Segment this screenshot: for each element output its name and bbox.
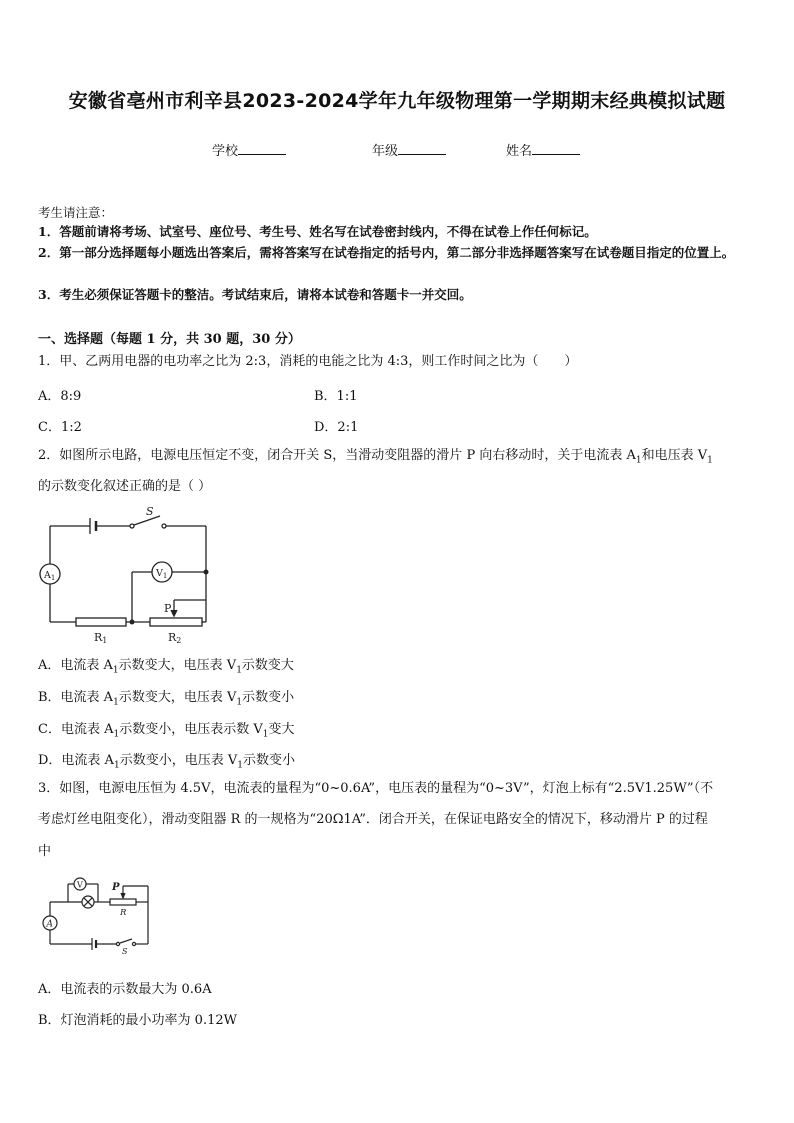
q2-stem-line2: 的示数变化叙述正确的是（ ） — [38, 479, 212, 494]
rheostat-r2 — [150, 618, 202, 626]
q3-circuit-diagram — [38, 872, 154, 954]
junction-dot — [130, 620, 135, 625]
school-field — [212, 140, 286, 159]
q3-option-a: A．电流表的示数最大为 0.6A — [38, 982, 212, 997]
switch-pivot — [130, 524, 134, 528]
q3-stem-line2: 考虑灯丝电阻变化），滑动变阻器 R 的一规格为“20Ω1A”．闭合开关，在保证电路安全的情况下，移动滑片 P 的过程 — [38, 812, 708, 827]
name-blank — [532, 142, 580, 155]
q3-stem-line1: 3．如图，电源电压恒为 4.5V，电流表的量程为“0~0.6A”，电压表的量程为“0~3V”，灯泡上标有“2.5V1.25W”（不 — [38, 781, 714, 796]
label-p: P — [164, 602, 172, 615]
q2-circuit-diagram — [34, 502, 216, 650]
label-v1: $V_1$ — [156, 568, 168, 580]
q1-stem: 1．甲、乙两用电器的电功率之比为 2:3，消耗的电能之比为 4:3，则工作时间之比为（ ） — [38, 354, 578, 369]
q2-stem-line1: 2．如图所示电路，电源电压恒定不变，闭合开关 S，当滑动变阻器的滑片 P 向右移动时，关于电流表 $A_1$和电压表 $V_1$ — [38, 448, 713, 466]
grade-field — [372, 140, 446, 159]
rheostat-r — [110, 899, 136, 905]
switch-contact — [162, 524, 166, 528]
notice-item: 2．第一部分选择题每小题选出答案后，需将答案写在试卷指定的括号内，第二部分非选择题答案写在试卷题目指定的位置上。 — [38, 245, 735, 260]
q1-option-c: C．1:2 — [38, 420, 82, 435]
exam-title: 安徽省亳州市利辛县2023-2024学年九年级物理第一学期期末经典模拟试题 — [68, 90, 726, 112]
grade-label: 年级 — [372, 144, 399, 159]
junction-dot — [204, 570, 209, 575]
q3-option-b: B．灯泡消耗的最小功率为 0.12W — [38, 1013, 237, 1028]
label-a1: $A_1$ — [44, 570, 56, 582]
q1-option-b: B．1:1 — [314, 389, 358, 404]
notice-item: 3．考生必须保证答题卡的整洁。考试结束后，请将本试卷和答题卡一并交回。 — [38, 287, 472, 302]
q2-option-c: C．电流表 $A_1$示数变小，电压表示数 $V_1$变大 — [38, 722, 295, 740]
q1-option-d: D．2:1 — [314, 420, 359, 435]
section-heading: 一、选择题（每题 1 分，共 30 题，30 分） — [38, 332, 301, 347]
label-r2: R2 — [168, 631, 182, 645]
notice-item: 1．答题前请将考场、试室号、座位号、考生号、姓名写在试卷密封线内，不得在试卷上作任何标记。 — [38, 224, 597, 239]
name-label: 姓名 — [506, 144, 533, 159]
label-v: V — [77, 880, 83, 890]
label-a: A — [46, 919, 53, 930]
q1-option-a: A．8:9 — [38, 389, 82, 404]
q2-option-b: B．电流表 $A_1$示数变大，电压表 $V_1$示数变小 — [38, 690, 295, 708]
grade-blank — [398, 142, 446, 155]
label-s: S — [146, 505, 154, 518]
label-s: S — [122, 947, 128, 954]
q2-option-d: D．电流表 $A_1$示数变小，电压表 $V_1$示数变小 — [38, 753, 295, 771]
school-label: 学校 — [212, 144, 239, 159]
q2-option-a: A．电流表 $A_1$示数变大，电压表 $V_1$示数变大 — [38, 658, 294, 676]
label-r: R — [120, 908, 127, 918]
name-field — [506, 140, 580, 159]
label-r1: R1 — [94, 631, 108, 645]
q3-stem-line3: 中 — [38, 844, 52, 859]
resistor-r1 — [76, 618, 126, 626]
notice-heading: 考生请注意： — [38, 205, 114, 220]
label-p: P — [112, 882, 120, 893]
school-blank — [238, 142, 286, 155]
